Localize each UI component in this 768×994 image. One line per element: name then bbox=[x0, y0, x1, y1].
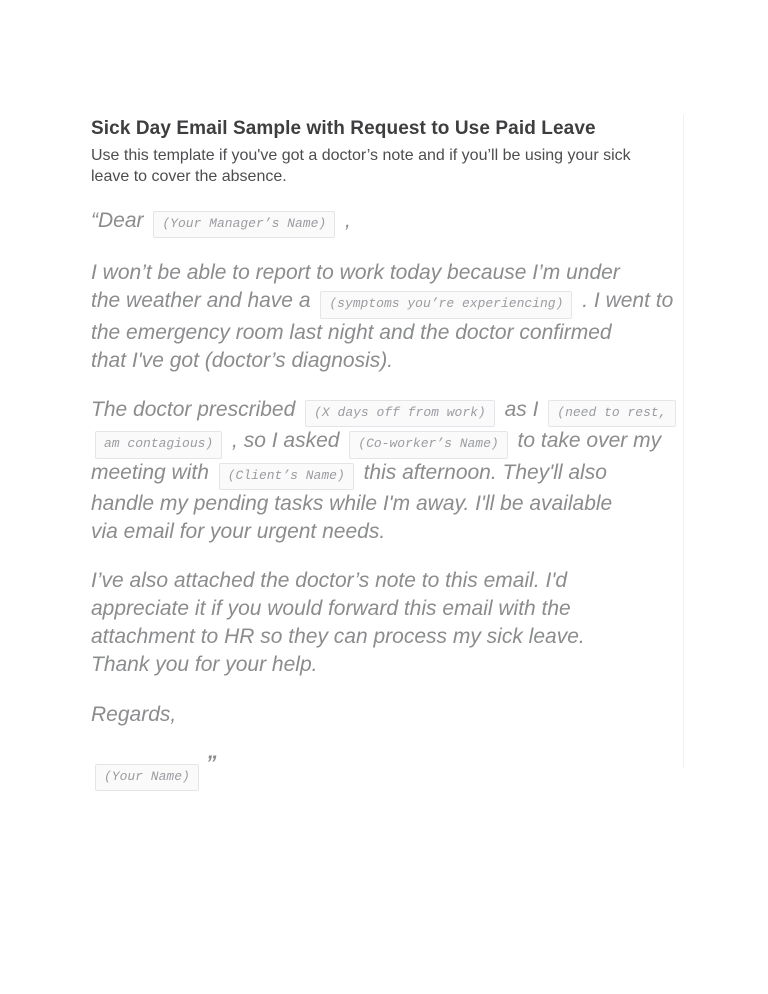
text-line bbox=[91, 349, 393, 372]
subtitle-line: leave to cover the absence. bbox=[91, 167, 287, 185]
email-template-body bbox=[91, 207, 691, 791]
salutation-paragraph bbox=[91, 207, 691, 238]
text-run: I won’t be able to report to work today because I’m under bbox=[91, 261, 620, 285]
document-title: Sick Day Email Sample with Request to Use Paid Leave bbox=[91, 118, 596, 139]
text-line bbox=[91, 289, 673, 312]
reason-paragraph bbox=[91, 259, 691, 375]
coworker-name-field[interactable]: (Co-worker’s Name) bbox=[349, 431, 507, 458]
text-line bbox=[91, 703, 176, 726]
text-line bbox=[91, 492, 612, 515]
text-line bbox=[91, 569, 567, 592]
text-run: handle my pending tasks while I'm away. I'll be available bbox=[91, 491, 613, 515]
text-line bbox=[91, 209, 351, 232]
text-run: , bbox=[339, 208, 351, 232]
signoff-paragraph bbox=[91, 701, 691, 729]
text-run: attachment to HR so they can process my sick leave. bbox=[91, 625, 585, 649]
text-run: appreciate it if you would forward this email with the bbox=[91, 597, 571, 621]
text-line bbox=[91, 398, 680, 421]
subtitle-line: Use this template if you've got a doctor’s note and if you’ll be using your sick bbox=[91, 146, 631, 164]
days-off-field[interactable]: (X days off from work) bbox=[305, 400, 495, 427]
text-line bbox=[91, 625, 585, 648]
text-run: I’ve also attached the doctor’s note to this email. I'd bbox=[91, 569, 568, 593]
rest-reason-field-part-1[interactable]: (need to rest, bbox=[548, 400, 675, 427]
text-line bbox=[91, 520, 385, 543]
text-run: meeting with bbox=[91, 460, 215, 484]
text-run: ” bbox=[205, 751, 217, 775]
text-line bbox=[91, 461, 607, 484]
document-subtitle bbox=[91, 145, 691, 187]
text-line bbox=[91, 321, 612, 344]
text-line bbox=[91, 751, 217, 785]
text-run: Thank you for your help. bbox=[91, 653, 318, 677]
text-line bbox=[91, 653, 317, 676]
text-run: , so I asked bbox=[226, 429, 346, 453]
attachment-paragraph bbox=[91, 567, 691, 680]
text-line bbox=[91, 597, 571, 620]
client-name-field[interactable]: (Client’s Name) bbox=[219, 463, 354, 490]
text-run: as I bbox=[498, 397, 545, 421]
text-line bbox=[91, 261, 620, 284]
text-run: Regards, bbox=[91, 702, 177, 726]
text-run: “Dear bbox=[91, 208, 150, 232]
text-run: the emergency room last night and the doctor confirmed bbox=[91, 320, 612, 344]
text-run: that I've got (doctor’s diagnosis). bbox=[91, 348, 394, 372]
text-run: The doctor prescribed bbox=[91, 397, 302, 421]
symptoms-field[interactable]: (symptoms you’re experiencing) bbox=[320, 291, 572, 318]
text-line bbox=[91, 429, 661, 452]
prescription-paragraph bbox=[91, 396, 691, 546]
text-run: via email for your urgent needs. bbox=[91, 519, 386, 543]
your-name-field[interactable]: (Your Name) bbox=[95, 764, 199, 791]
text-run: this afternoon. They'll also bbox=[357, 460, 607, 484]
signature-paragraph bbox=[91, 750, 691, 791]
text-run: . I went to bbox=[576, 289, 674, 313]
document-content bbox=[91, 117, 691, 812]
manager-name-field[interactable]: (Your Manager’s Name) bbox=[153, 211, 335, 238]
rest-reason-field-part-2[interactable]: am contagious) bbox=[95, 431, 222, 458]
text-run: to take over my bbox=[511, 429, 662, 453]
text-run: the weather and have a bbox=[91, 289, 317, 313]
